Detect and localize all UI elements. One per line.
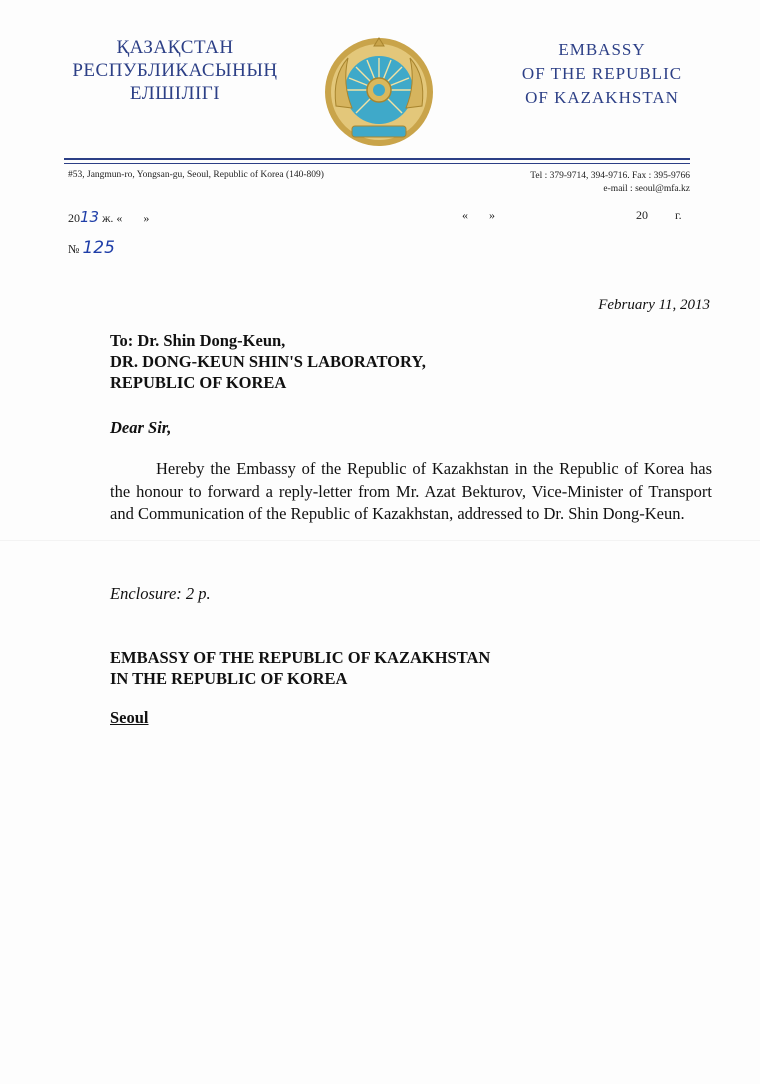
letterhead-rule-thin	[64, 163, 690, 164]
embassy-contact	[470, 170, 690, 196]
kz-title-line-3: ЕЛШІЛІГІ	[129, 83, 221, 104]
registration-quotes: « »	[462, 208, 495, 222]
sender-city: Seoul	[110, 708, 149, 727]
state-emblem-icon	[322, 36, 436, 148]
letterhead-kazakh-title	[60, 36, 290, 105]
registration-number	[68, 238, 115, 258]
ru-year: 20	[636, 208, 648, 222]
letterhead-rule-thick	[64, 158, 690, 160]
recipient-line-1: To: Dr. Shin Dong-Keun,	[110, 331, 286, 350]
kz-title-line-2: РЕСПУБЛИКАСЫНЫҢ	[72, 60, 278, 81]
sender-block	[110, 647, 490, 689]
embassy-email: e-mail : seoul@mfa.kz	[603, 184, 690, 194]
en-title-line-2: OF THE REPUBLIC	[521, 64, 683, 83]
recipient-line-3: REPUBLIC OF KOREA	[110, 373, 287, 392]
paper-fold-line	[0, 540, 760, 541]
handwritten-number: 125	[82, 238, 115, 258]
kz-date-suffix: ж. « »	[102, 211, 150, 225]
letter-date: February 11, 2013	[598, 297, 710, 313]
salutation: Dear Sir,	[110, 418, 172, 437]
sender-line-2: IN THE REPUBLIC OF KOREA	[110, 669, 348, 688]
sender-line-1: EMBASSY OF THE REPUBLIC OF KAZAKHSTAN	[110, 648, 491, 667]
number-label: №	[68, 242, 80, 256]
recipient-line-2: DR. DONG-KEUN SHIN'S LABORATORY,	[110, 352, 426, 371]
handwritten-year: 13	[80, 208, 100, 226]
embassy-address: #53, Jangmun-ro, Yongsan-gu, Seoul, Republic of Korea (140-809)	[68, 170, 324, 180]
letterhead-english-title	[492, 38, 712, 110]
ru-year-suffix: г.	[675, 208, 682, 222]
kz-title-line-1: ҚАЗАҚСТАН	[116, 37, 234, 58]
recipient-block	[110, 330, 426, 393]
en-title-line-3: OF KAZAKHSTAN	[525, 88, 679, 107]
letter-body: Hereby the Embassy of the Republic of Kazakhstan in the Republic of Korea has the honour to forward a reply-letter from Mr. Azat Bekturov, Vice-Minister of Transport and Communication of the Republic of Kazakhstan, addressed to Dr. Shin Dong-Keun.	[110, 459, 712, 523]
registration-date-kz	[68, 208, 149, 226]
en-title-line-1: EMBASSY	[558, 40, 646, 59]
enclosure-note: Enclosure: 2 p.	[110, 584, 211, 603]
registration-date-ru	[636, 208, 682, 223]
kz-year-prefix: 20	[68, 211, 80, 225]
embassy-phone-fax: Tel : 379-9714, 394-9716. Fax : 395-9766	[530, 171, 690, 181]
